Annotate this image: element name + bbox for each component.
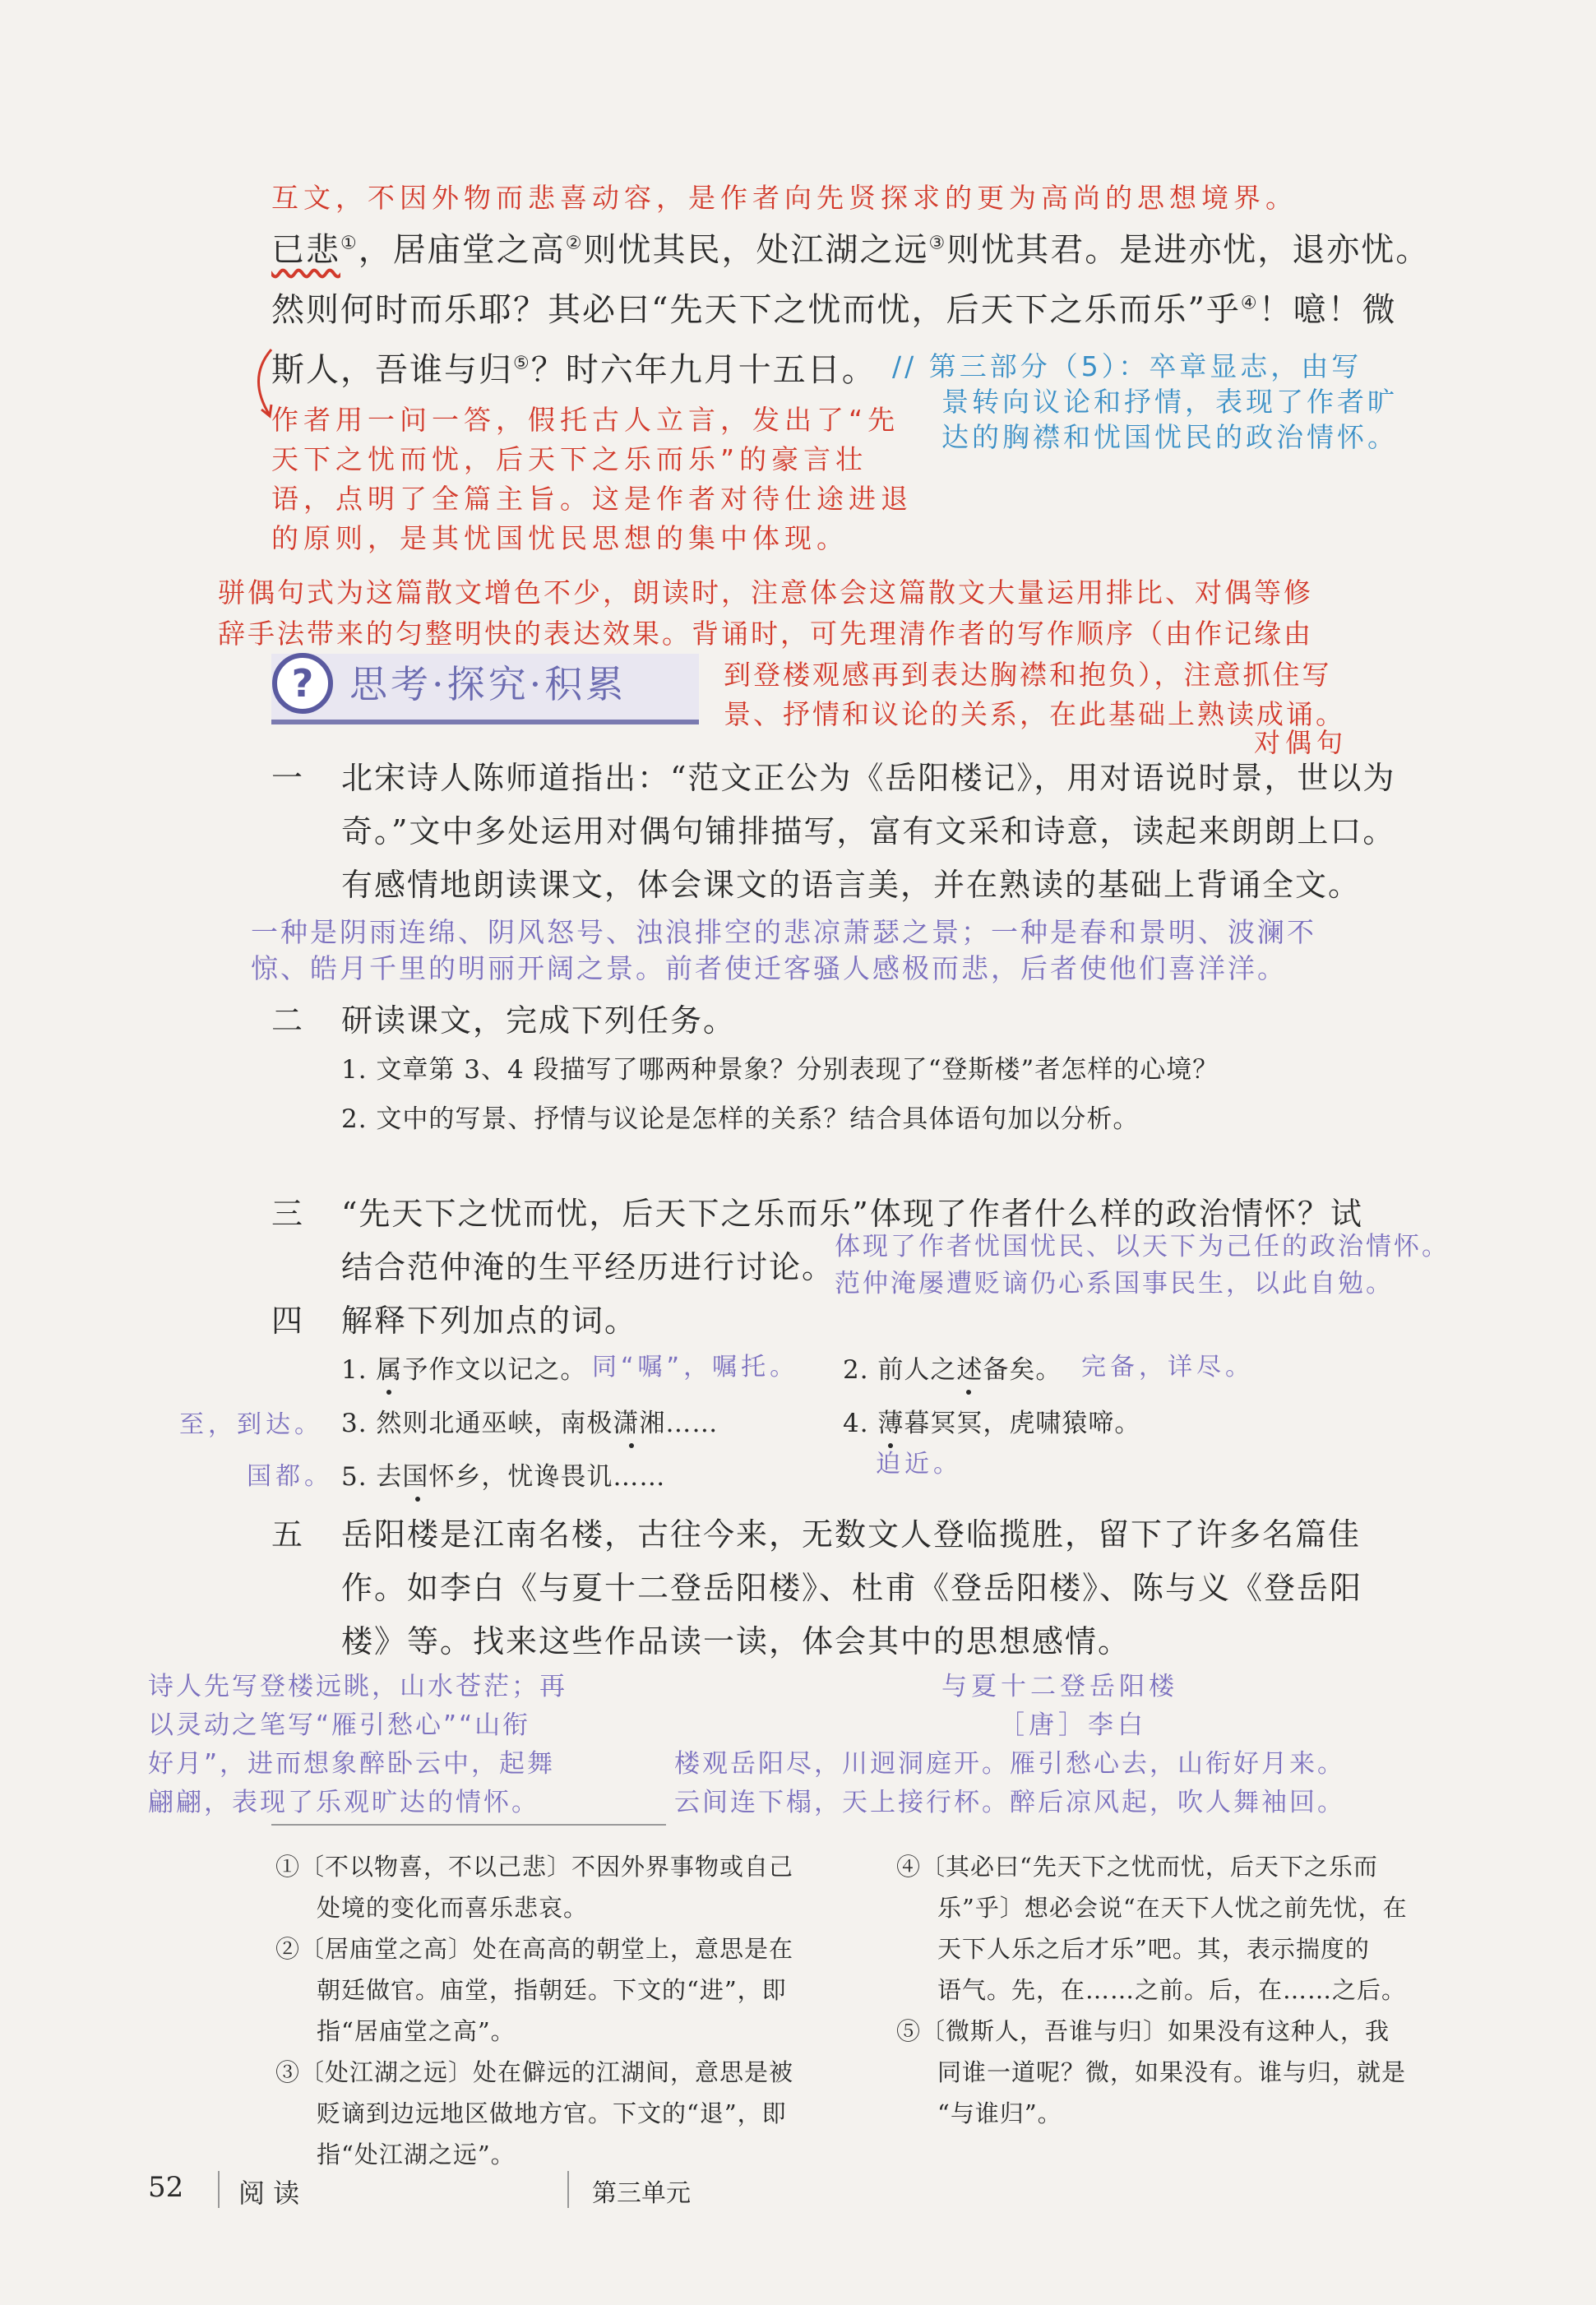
q2-title: 研读课文，完成下列任务。 [341, 1002, 737, 1039]
question-mark-icon [271, 652, 334, 715]
footnote-line: 贬谪到边远地区做地方官。下文的“退”，即 [317, 2099, 787, 2127]
annotation-bo: 迫近。 [876, 1450, 962, 1479]
q3-line-1: “先天下之忧而忧，后天下之乐而乐”体现了作者什么样的政治情怀？试 [341, 1196, 1363, 1232]
q4-item-2: 2. 前人之述备矣。 [843, 1355, 1062, 1385]
emphasis-dot [415, 1497, 420, 1502]
footer-divider [218, 2171, 220, 2208]
q1-line-2: 奇。”文中多处运用对偶句铺排描写，富有文采和诗意，读起来朗朗上口。 [341, 813, 1396, 849]
text-segment: 则忧其民，处江湖之远 [583, 231, 929, 269]
emphasis-dot [386, 1390, 391, 1395]
footnote-line: 处境的变化而喜乐悲哀。 [317, 1894, 589, 1922]
text-segment: ！噫！微 [1258, 291, 1397, 329]
q2-item-2: 2. 文中的写景、抒情与议论是怎样的关系？结合具体语句加以分析。 [341, 1104, 1140, 1134]
q4-item-3: 3. 然则北通巫峡，南极潇湘…… [341, 1409, 719, 1438]
q4-item-4: 4. 薄暮冥冥，虎啸猿啼。 [843, 1409, 1141, 1438]
annotation-part3-1: // 第三部分（5）：卒章显志，由写 [892, 350, 1362, 382]
q5-number: 五 [271, 1516, 303, 1553]
poem-author: ［唐］李白 [999, 1710, 1147, 1740]
footnote-ref-4: ④ [1240, 293, 1259, 314]
footnote-5 [896, 2011, 1406, 2134]
annotation-q3-1: 体现了作者忧国忧民、以天下为己任的政治情怀。 [835, 1232, 1450, 1261]
footnote-line: 同谁一道呢？微，如果没有。谁与归，就是 [937, 2058, 1407, 2086]
footnote-line: ①〔不以物喜，不以己悲〕不因外界事物或自己 [275, 1853, 794, 1881]
annotation-duiou: 对偶句 [1254, 727, 1349, 758]
footnote-line: 乐”乎〕想必会说“在天下人忧之前先忧，在 [937, 1894, 1408, 1922]
annotation-main-4: 的原则，是其忧国忧民思想的集中体现。 [271, 522, 849, 554]
annotation-part3-2: 景转向议论和抒情，表现了作者旷 [941, 386, 1398, 418]
annotation-poem-note-2: 以灵动之笔写“雁引愁心”“山衔 [148, 1710, 531, 1740]
annotation-guodu: 国都。 [247, 1462, 333, 1491]
footnote-line: ⑤〔微斯人，吾谁与归〕如果没有这种人，我 [896, 2017, 1390, 2045]
text-line-1 [271, 224, 1430, 271]
section-header-title: 思考·探究·积累 [349, 662, 627, 706]
text-line-2 [271, 284, 1397, 331]
annotation-main-1: 作者用一问一答，假托古人立言，发出了“先 [271, 404, 900, 436]
footnote-ref-5: ⑤ [513, 353, 531, 374]
footnote-line: 语气。先，在……之前。后，在……之后。 [937, 1976, 1407, 2004]
footer-section: 阅 读 [238, 2178, 300, 2209]
footnote-line: ④〔其必曰“先天下之忧而忧，后天下之乐而 [896, 1853, 1378, 1881]
page-number: 52 [148, 2171, 184, 2204]
annotation-zhu: 同“嘱”，嘱托。 [592, 1353, 799, 1382]
text-segment: 已悲 [271, 231, 340, 269]
q2-item-1: 1. 文章第 3、4 段描写了哪两种景象？分别表现了“登斯楼”者怎样的心境？ [341, 1055, 1219, 1085]
annotation-poem-note-4: 翩翩，表现了乐观旷达的情怀。 [148, 1788, 539, 1817]
annotation-q2-1: 一种是阴雨连绵、阴风怒号、浊浪排空的悲凉萧瑟之景；一种是春和景明、波澜不 [251, 916, 1316, 948]
annotation-main-2: 天下之忧而忧，后天下之乐而乐”的豪言壮 [271, 443, 868, 475]
poem-title: 与夏十二登岳阳楼 [941, 1672, 1178, 1701]
q3-line-2: 结合范仲淹的生平经历进行讨论。 [341, 1249, 835, 1285]
footer-divider [567, 2171, 569, 2208]
q4-item-5: 5. 去国怀乡，忧谗畏讥…… [341, 1462, 666, 1492]
footnote-ref-3: ③ [928, 233, 947, 254]
footnote-line: ③〔处江湖之远〕处在僻远的江湖间，意思是被 [275, 2058, 794, 2086]
footnote-2 [275, 1928, 793, 2052]
q2-number: 二 [271, 1002, 303, 1039]
text-segment: 斯人，吾谁与归 [271, 351, 513, 389]
q1-line-3: 有感情地朗读课文，体会课文的语言美，并在熟读的基础上背诵全文。 [341, 867, 1362, 903]
annotation-recite-2: 辞手法带来的匀整明快的表达效果。背诵时，可先理清作者的写作顺序（由作记缘由 [218, 618, 1313, 650]
emphasis-dot [629, 1443, 634, 1448]
text-segment: ，居庙堂之高 [358, 231, 566, 269]
q5-line-1: 岳阳楼是江南名楼，古往今来，无数文人登临揽胜，留下了许多名篇佳 [341, 1516, 1362, 1553]
svg-text:?: ? [291, 661, 314, 706]
footnote-1 [275, 1846, 793, 1928]
annotation-main-3: 语，点明了全篇主旨。这是作者对待仕途进退 [271, 483, 913, 515]
text-segment: ？时六年九月十五日。 [530, 351, 877, 389]
q3-number: 三 [271, 1196, 303, 1232]
footnote-line: ②〔居庙堂之高〕处在高高的朝堂上，意思是在 [275, 1935, 794, 1963]
footnote-ref-1: ① [340, 233, 359, 254]
annotation-poem-note-1: 诗人先写登楼远眺，山水苍茫；再 [148, 1672, 567, 1701]
footnote-ref-2: ② [565, 233, 584, 254]
annotation-recite-3: 到登楼观感再到表达胸襟和抱负），注意抓住写 [724, 659, 1332, 691]
q5-line-3: 楼》等。找来这些作品读一读，体会其中的思想感情。 [341, 1623, 1131, 1659]
q1-line-1: 北宋诗人陈师道指出：“范文正公为《岳阳楼记》，用对语说时景，世以为 [341, 760, 1396, 796]
text-segment: 则忧其君。是进亦忧，退亦忧。 [946, 231, 1431, 269]
footnote-line: 朝廷做官。庙堂，指朝廷。下文的“进”，即 [317, 1976, 787, 2004]
q4-item-1: 1. 属予作文以记之。 [341, 1355, 587, 1385]
footnote-line: 指“处江湖之远”。 [317, 2141, 516, 2168]
annotation-q3-2: 范仲淹屡遭贬谪仍心系国事民生，以此自勉。 [835, 1269, 1394, 1298]
annotation-top: 互文，不因外物而悲喜动容，是作者向先贤探求的更为高尚的思想境界。 [271, 182, 1298, 214]
annotation-bei: 完备，详尽。 [1081, 1353, 1254, 1382]
q5-line-2: 作。如李白《与夏十二登岳阳楼》、杜甫《登岳阳楼》、陈与义《登岳阳 [341, 1570, 1363, 1606]
footnote-4 [896, 1846, 1408, 2011]
footnote-line: 指“居庙堂之高”。 [317, 2017, 516, 2045]
q1-number: 一 [271, 760, 303, 796]
footnote-line: 天下人乐之后才乐”吧。其，表示揣度的 [937, 1935, 1370, 1963]
text-segment: 然则何时而乐耶？其必曰“先天下之忧而忧，后天下之乐而乐”乎 [271, 291, 1241, 329]
section-header-underline [271, 720, 699, 724]
text-line-3 [271, 344, 877, 391]
emphasis-dot [888, 1443, 893, 1448]
curved-arrow-icon [247, 345, 280, 419]
footer-unit: 第三单元 [592, 2179, 691, 2208]
poem-line-1: 楼观岳阳尽，川迥洞庭开。雁引愁心去，山衔好月来。 [674, 1749, 1345, 1779]
footnote-divider [271, 1824, 666, 1826]
footnote-3 [275, 2052, 793, 2175]
emphasis-dot [966, 1390, 971, 1395]
annotation-ji: 至，到达。 [179, 1410, 323, 1439]
annotation-part3-3: 达的胸襟和忧国忧民的政治情怀。 [941, 421, 1398, 453]
annotation-recite-1: 骈偶句式为这篇散文增色不少，朗读时，注意体会这篇散文大量运用排比、对偶等修 [218, 576, 1313, 609]
q4-number: 四 [271, 1303, 303, 1339]
q4-title: 解释下列加点的词。 [341, 1303, 638, 1339]
footnote-line: “与谁归”。 [937, 2099, 1062, 2127]
annotation-q2-2: 惊、皓月千里的明丽开阔之景。前者使迁客骚人感极而悲，后者使他们喜洋洋。 [251, 952, 1287, 984]
annotation-recite-4: 景、抒情和议论的关系，在此基础上熟读成诵。 [724, 698, 1345, 730]
annotation-poem-note-3: 好月”，进而想象醉卧云中，起舞 [148, 1749, 556, 1779]
poem-line-2: 云间连下榻，天上接行杯。醉后凉风起，吹人舞袖回。 [674, 1788, 1345, 1817]
